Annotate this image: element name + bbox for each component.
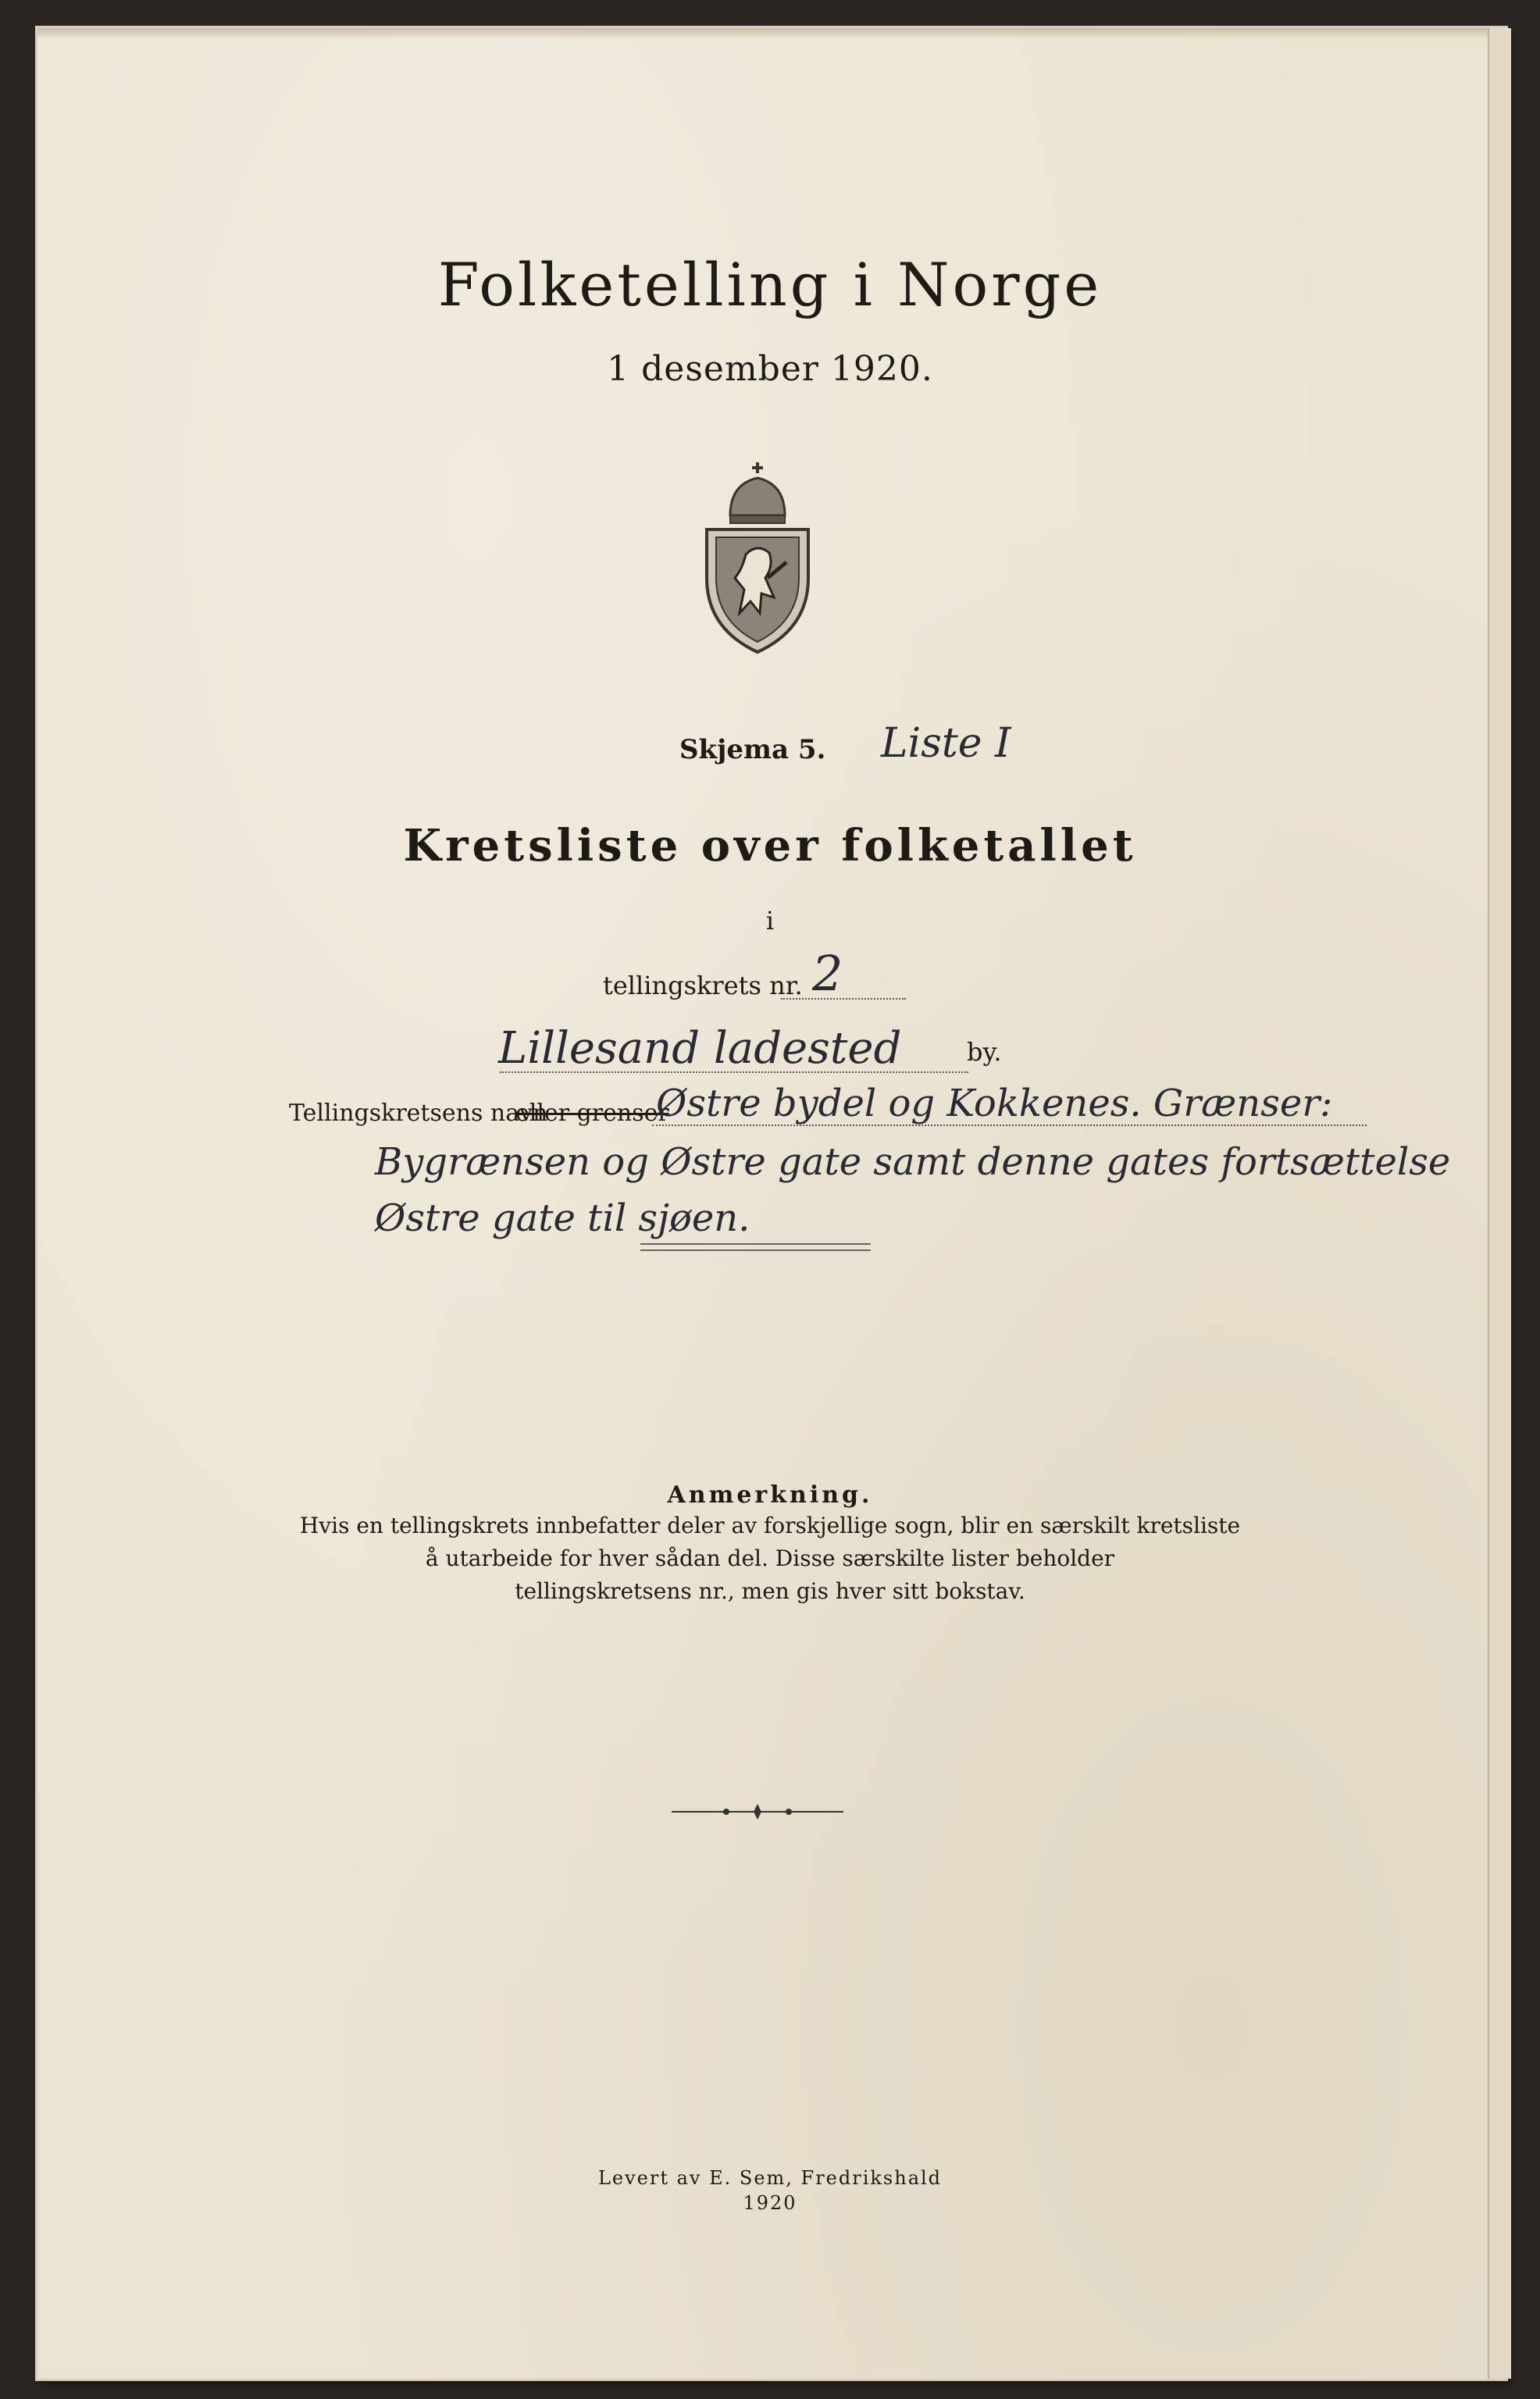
ornament-divider-icon xyxy=(672,1800,843,1823)
norwegian-lion-crest-icon xyxy=(699,461,816,656)
remark-title: Anmerkning. xyxy=(667,1481,873,1509)
imprint-year: 1920 xyxy=(743,2192,797,2214)
printer-imprint: Levert av E. Sem, Fredrikshald xyxy=(597,2167,943,2189)
struck-text: eller grenser xyxy=(515,1100,669,1127)
town-suffix: by. xyxy=(967,1037,1002,1067)
census-date: 1 desember 1920. xyxy=(607,349,933,389)
remark-line: Hvis en tellingskrets innbefatter deler av forskjellige sogn, blir en særskilt kretsliste xyxy=(299,1513,1241,1538)
town-name: Lillesand ladested xyxy=(498,1023,902,1074)
schema-label: Skjema 5. xyxy=(679,734,826,765)
divider-rule xyxy=(640,1249,871,1251)
town-name-line xyxy=(500,1071,968,1073)
preposition-i: i xyxy=(765,906,775,936)
remark-line: tellingskretsens nr., men gis hver sitt bokstav. xyxy=(515,1578,1025,1604)
divider-rule xyxy=(640,1243,871,1245)
district-number-line xyxy=(781,998,906,1000)
form-title: Kretsliste over folketallet xyxy=(403,820,1137,872)
document-title: Folketelling i Norge xyxy=(437,250,1103,319)
remark-line: å utarbeide for hver sådan del. Disse særskilte lister beholder xyxy=(425,1545,1115,1571)
district-name-handwritten-line: Bygrænsen og Østre gate samt denne gates fortsættelse xyxy=(375,1140,1451,1184)
district-number: 2 xyxy=(812,945,843,1002)
district-label: tellingskrets nr. xyxy=(603,971,803,1000)
district-name-handwritten-line: Østre bydel og Kokkenes. Grænser: xyxy=(656,1082,1333,1125)
district-name-label: Tellingskretsens navn xyxy=(289,1100,548,1127)
district-name-handwritten-line: Østre gate til sjøen. xyxy=(375,1196,750,1240)
schema-handwritten: Liste I xyxy=(881,720,1011,767)
